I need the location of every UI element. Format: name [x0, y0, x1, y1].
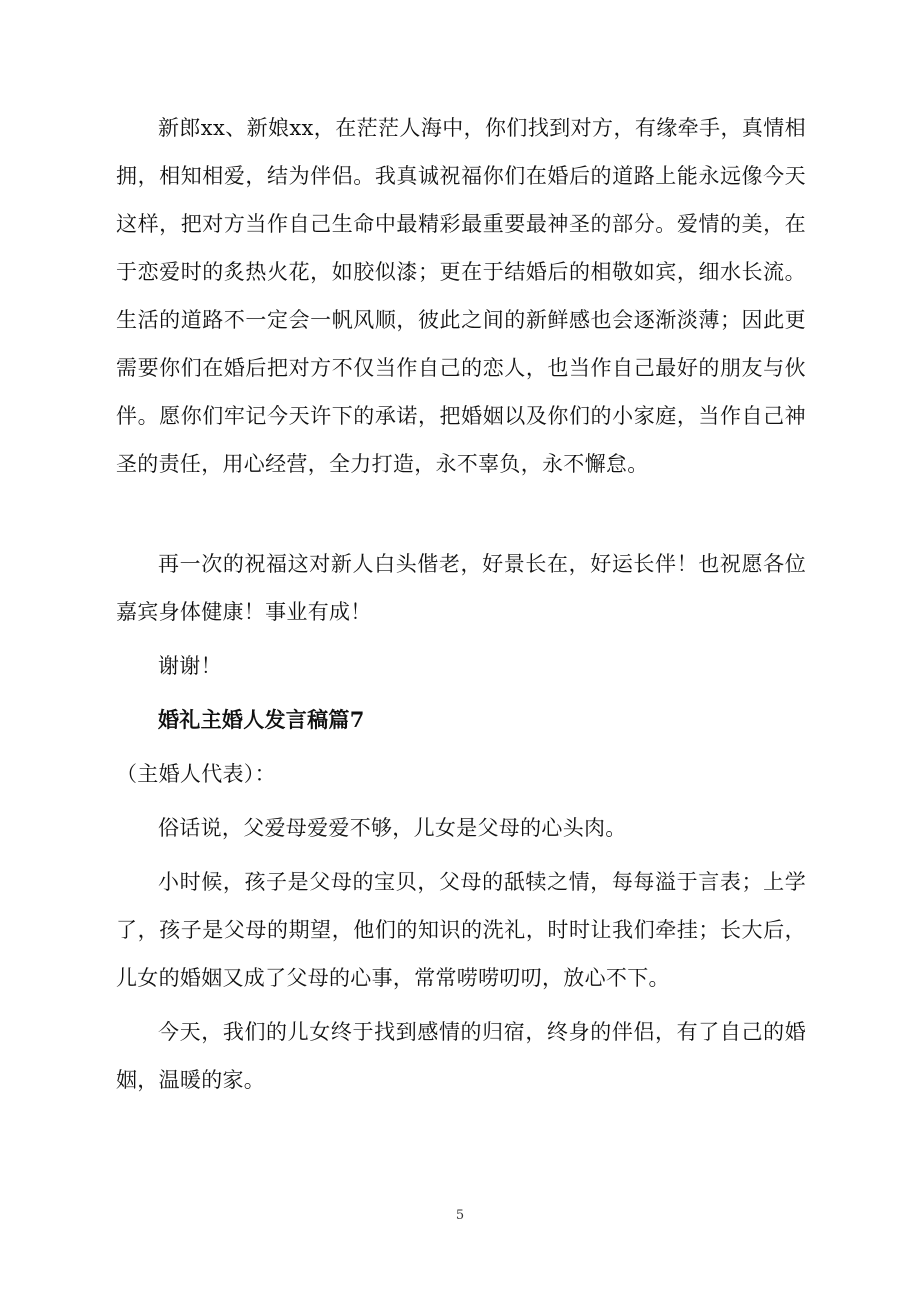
paragraph-saying: 俗话说，父爱母爱爱不够，儿女是父母的心头肉。 [158, 816, 627, 840]
paragraph-childhood: 小时候，孩子是父母的宝贝，父母的舐犊之情，每每溢于言表；上学了，孩子是父母的期望，他们的知识的洗礼，时时让我们牵挂；长大后，儿女的婚姻又成了父母的心事，常常唠唠叨叨，放心不下。 [116, 870, 806, 990]
paragraph-closing-wishes: 再一次的祝福这对新人白头偕老，好景长在，好运长伴！也祝愿各位嘉宾身体健康！事业有成！ [116, 552, 806, 624]
page-number: 5 [455, 1208, 465, 1223]
paragraph-blessing: 新郎xx、新娘xx，在茫茫人海中，你们找到对方，有缘牵手，真情相拥，相知相爱，结为伴侣。我真诚祝福你们在婚后的道路上能永远像今天这样，把对方当作自己生命中最精彩最重要最神圣的部分。爱情的美，在于恋爱时的炙热火花，如胶似漆；更在于结婚后的相敬如宾，细水长流。生活的道路不一定会一帆风顺，彼此之间的新鲜感也会逐渐淡薄；因此更需要你们在婚后把对方不仅当作自己的恋人，也当作自己最好的朋友与伙伴。愿你们牢记今天许下的承诺，把婚姻以及你们的小家庭，当作自己神圣的责任，用心经营，全力打造，永不辜负，永不懈怠。 [116, 116, 806, 476]
speaker-label: （主婚人代表）： [116, 762, 276, 786]
document-body [116, 104, 806, 1104]
paragraph-today: 今天，我们的儿女终于找到感情的归宿，终身的伴侣，有了自己的婚姻，温暖的家。 [116, 1020, 806, 1092]
section-heading: 婚礼主婚人发言稿篇7 [158, 707, 365, 732]
paragraph-thanks: 谢谢！ [158, 654, 222, 678]
